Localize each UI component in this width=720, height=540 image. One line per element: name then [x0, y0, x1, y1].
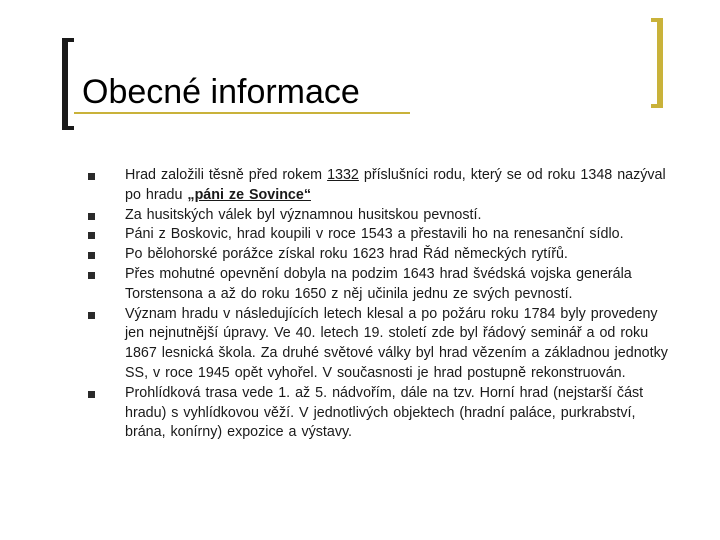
bullet-text: Páni z Boskovic, hrad koupili v roce 1543 a přestavili ho na renesanční sídlo.: [125, 226, 624, 243]
bullet-item-teutonic: [88, 245, 678, 265]
bullet-item-hussite: [88, 206, 678, 226]
square-bullet-icon: [88, 232, 95, 239]
founding-year: 1332: [327, 167, 359, 183]
bullet-item-tour: [88, 384, 678, 443]
title-bracket-left: [62, 38, 74, 130]
slide-title: Obecné informace: [82, 73, 360, 111]
title-underline: [74, 112, 410, 114]
square-bullet-icon: [88, 391, 95, 398]
bullet-text: příslušníci rodu, který se od roku 1348 nazýval po hradu: [125, 167, 666, 203]
title-bracket-right: [651, 18, 663, 108]
square-bullet-icon: [88, 173, 95, 180]
bullet-text: Přes mohutné opevnění dobyla na podzim 1643 hrad švédská vojska generála Torstensona a až do roku 1650 z něj učinila jednu ze svých pevností.: [125, 265, 632, 302]
family-name: „páni ze Sovince“: [187, 186, 311, 203]
bullet-text: Za husitských válek byl významnou husitskou pevností.: [125, 206, 482, 223]
square-bullet-icon: [88, 312, 95, 319]
bullet-item-decline: [88, 305, 678, 384]
square-bullet-icon: [88, 213, 95, 220]
square-bullet-icon: [88, 252, 95, 259]
square-bullet-icon: [88, 272, 95, 279]
bullet-item-boskovic: [88, 225, 678, 245]
bullet-text: Po bělohorské porážce získal roku 1623 hrad Řád německých rytířů.: [125, 246, 568, 263]
bullet-item-swedish: [88, 265, 678, 305]
bullet-text: Význam hradu v následujících letech klesal a po požáru roku 1784 byly provedeny jen nejnutnější úpravy. Ve 40. letech 19. století zde byl řádový seminář a od roku 1867 lesnická škola. Za druhé světové války byl hrad vězením a základnou jednotky SS, v roce 1945 opět vyhořel. V současnosti je hrad postupně rekonstruován.: [125, 305, 668, 381]
bullet-list: [88, 166, 678, 443]
bullet-text: Prohlídková trasa vede 1. až 5. nádvořím, dále na tzv. Horní hrad (nejstarší část hradu) s vyhlídkovou věží. V jednotlivých objektech (hradní paláce, purkrabství, brána, konírny) expozice a výstavy.: [125, 384, 644, 441]
bullet-text: Hrad založili těsně před rokem: [125, 167, 328, 183]
bullet-item-founding: [88, 166, 678, 206]
